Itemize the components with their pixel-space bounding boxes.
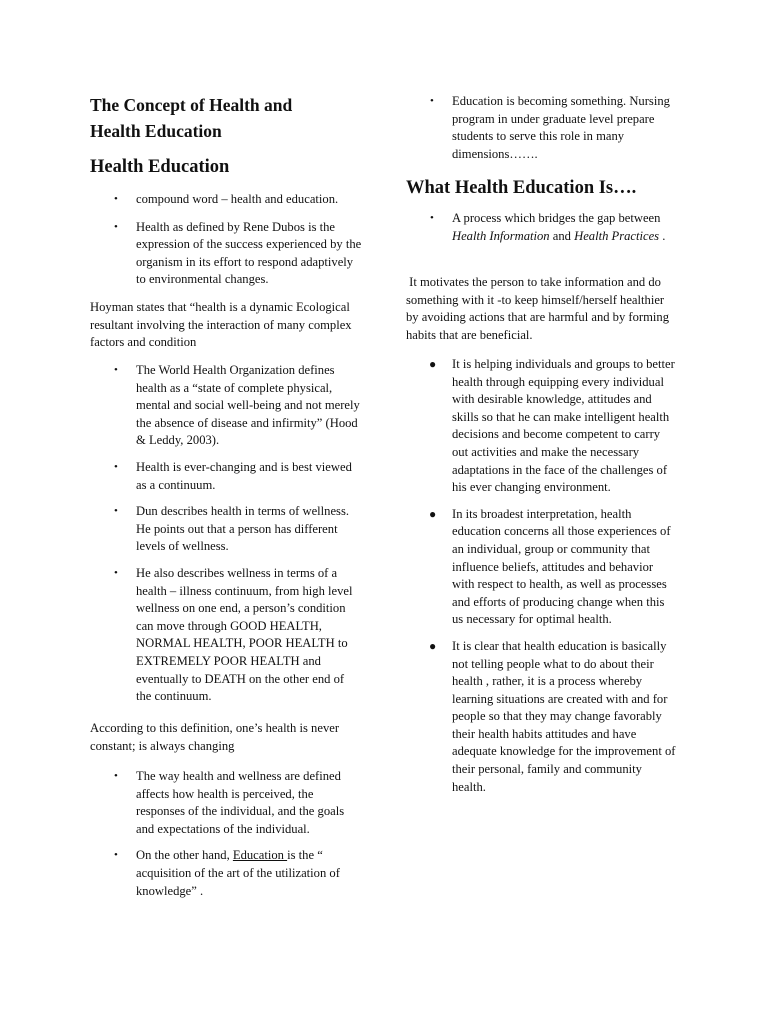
bullet-text: The World Health Organization defines health as a “state of complete physical, mental and social well-being and not merely the absence of disease and infirmity” (Hood & Leddy, 2003). [136,363,360,448]
bullet-marker: • [114,770,118,782]
bullet-marker: • [114,460,118,473]
bullet-text: It is clear that health education is basically not telling people what to do about their health , rather, it is a process whereby learning situations are created with and for people so that they may change favorably their health habits attitudes and have adequate knowledge for the improvement of their personal, family and community health. [452,638,676,794]
bullet-text-mid: and [549,228,575,243]
bullet-text: compound word – health and education. [136,192,339,206]
list-item [114,503,362,556]
list-item [429,356,678,497]
section-heading-health-education: Health Education [90,157,230,177]
bullet-list-health-concepts [114,362,362,706]
section-heading-what-health-education-is: What Health Education Is…. [406,178,637,198]
bullet-text: The way health and wellness are defined affects how health is perceived, the responses of the individual, and the goals and expectations of the individual. [136,769,345,836]
list-item [114,565,362,706]
bullet-text-post: is the “ acquisition of the art of the utilization of knowledge” . [136,848,340,898]
title-line-2: Health Education [90,121,222,141]
bullet-list-health-education [429,356,678,796]
bullet-marker: • [114,364,118,376]
bullet-text: Health is ever-changing and is best viewed as a continuum. [136,459,352,492]
list-item [114,362,362,450]
bullet-marker: • [430,95,434,107]
list-item [114,191,362,209]
bullet-marker: ● [429,506,437,521]
list-item [114,219,362,289]
bullet-text: Education is becoming something. Nursing program in under graduate level prepare students to serve this role in many dimensions……. [452,94,670,161]
list-item [429,638,678,796]
paragraph-motivates: It motivates the person to take information and do something with it -to keep himself/herself healthier by avoiding actions that are harmful and by forming habits that are beneficial. [406,275,673,342]
bullet-text: Health as defined by Rene Dubos is the expression of the success experienced by the organism in its effort to respond adaptively to environmental changes. [136,219,362,287]
list-item [430,210,678,245]
bullet-text-pre: On the other hand, [136,848,233,863]
bullet-text: It is helping individuals and groups to better health through equipping every individual with desirable knowledge, attitudes and skills so that he can make intelligent health decisions and become competent to carry out activities and make the necessary adaptations in the face of the challenges of his ever changing environment. [452,357,675,495]
bullet-text-pre: A process which bridges the gap between [452,211,661,225]
bullet-marker: • [114,566,118,579]
bullet-text: He also describes wellness in terms of a health – illness continuum, from high level wellness on one end, a person’s condition can move through GOOD HEALTH, NORMAL HEALTH, POOR HEALTH to EXTREMELY POOR HEALTH and eventually to DEATH on the other end of the continuum. [136,565,353,704]
bullet-marker: • [114,505,118,518]
term-health-practices: Health Practices [574,228,660,243]
bullet-marker: ● [429,638,437,653]
bullet-marker: • [114,220,118,233]
list-item [114,459,362,494]
education-term: Education [232,848,288,863]
list-item [114,847,362,900]
list-item [429,506,678,629]
list-item [430,93,678,163]
list-item [114,768,362,838]
bullet-marker: • [114,849,118,862]
paragraph-hoyman: Hoyman states that “health is a dynamic Ecological resultant involving the interaction of many complex factors and condition [90,300,352,350]
bullet-marker: • [114,193,118,205]
bullet-marker: • [430,212,434,224]
term-health-information: Health Information [452,228,550,243]
bullet-list-definitions [114,191,362,289]
paragraph-definition: According to this definition, one’s health is never constant; is always changing [90,721,340,753]
bullet-marker: ● [429,357,437,371]
bullet-list-top [430,93,678,163]
bullet-text: Dun describes health in terms of wellness. He points out that a person has different levels of wellness. [136,504,349,554]
bullet-list-process [430,210,678,245]
bullet-list-education [114,768,362,900]
title-line-1: The Concept of Health and [90,95,293,115]
document-title [90,92,362,144]
bullet-text: In its broadest interpretation, health education concerns all those experiences of an individual, group or community that influence beliefs, attitudes and behavior with respect to health, as well as processes and efforts of producing change when this us necessary for optimal health. [452,506,671,627]
bullet-text-post: . [659,228,666,243]
